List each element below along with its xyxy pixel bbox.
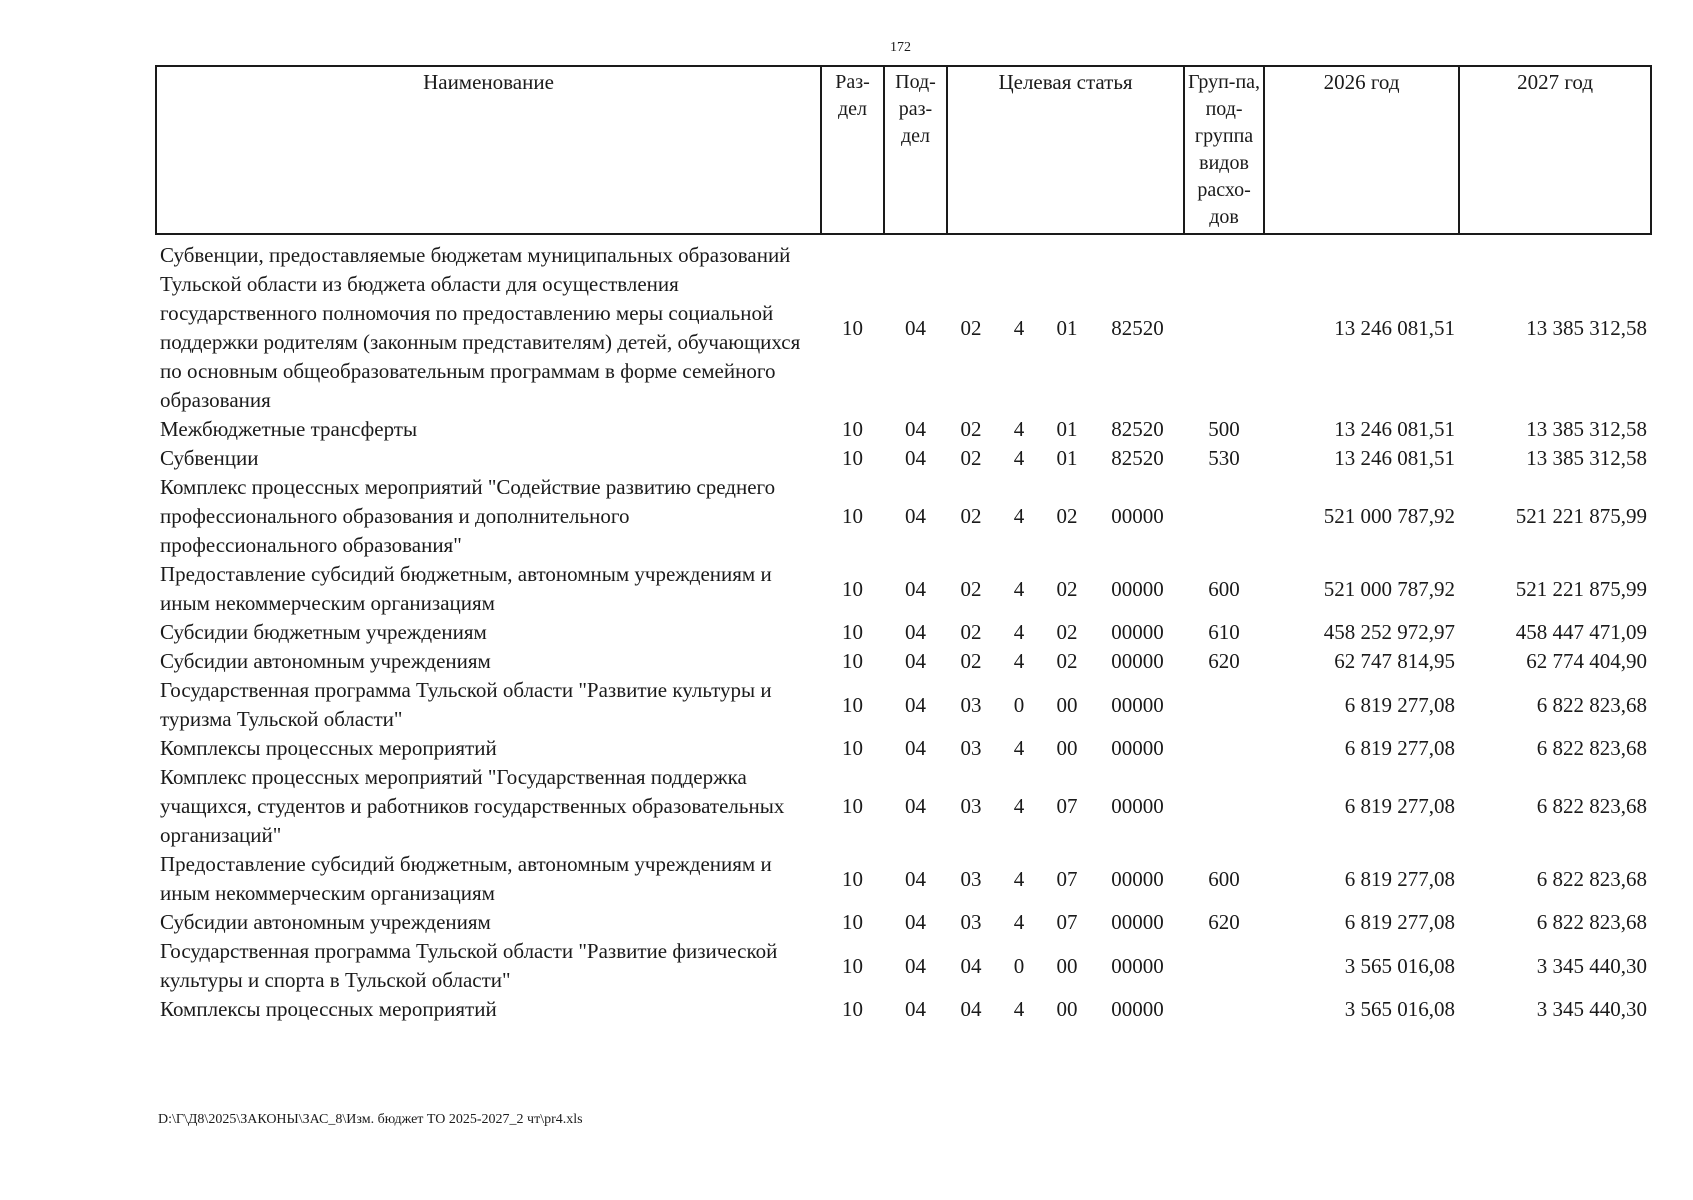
cell-target-program: 02 [960,649,982,673]
table-row [156,937,1651,995]
cell-name: Субсидии автономным учреждениям [160,910,491,934]
cell-razdel: 10 [842,417,863,441]
cell-amount-2027: 6 822 823,68 [1536,692,1648,717]
cell-razdel: 10 [842,576,863,601]
cell-amount-2026: 3 565 016,08 [1344,997,1456,1021]
cell-amount-2027: 3 345 440,30 [1536,953,1648,978]
cell-target-direction: 82520 [1111,315,1164,340]
header-razdel: Раз-дел [821,66,884,234]
cell-target-complex: 00 [1056,997,1078,1021]
cell-amount-2027: 62 774 404,90 [1526,649,1648,673]
cell-target-direction: 00000 [1111,576,1164,601]
cell-podrazdel: 04 [905,504,926,528]
header-year-2027: 2027 год [1459,66,1651,234]
header-name: Наименование [156,66,821,234]
cell-name: Субсидии бюджетным учреждениям [160,620,487,644]
cell-target-type: 4 [1013,504,1025,528]
cell-podrazdel: 04 [905,866,926,891]
cell-amount-2026: 6 819 277,08 [1344,794,1456,818]
cell-target-program: 04 [960,953,982,978]
cell-amount-2026: 521 000 787,92 [1323,504,1456,528]
cell-amount-2026: 6 819 277,08 [1344,692,1456,717]
cell-target-program: 02 [960,620,982,644]
cell-razdel: 10 [842,620,863,644]
cell-expense-group: 600 [1208,576,1240,601]
cell-amount-2026: 62 747 814,95 [1334,649,1456,673]
budget-table [155,65,1652,1024]
cell-target-direction: 00000 [1111,953,1164,978]
table-row [156,647,1651,676]
cell-target-direction: 00000 [1111,910,1164,934]
cell-expense-group [1184,995,1264,1024]
cell-podrazdel: 04 [905,692,926,717]
cell-target-direction: 00000 [1111,620,1164,644]
cell-amount-2026: 13 246 081,51 [1334,417,1456,441]
cell-target-program: 03 [960,866,982,891]
cell-target-complex: 02 [1056,576,1078,601]
cell-expense-group [1184,676,1264,734]
cell-target-direction: 00000 [1111,649,1164,673]
cell-razdel: 10 [842,315,863,340]
cell-razdel: 10 [842,953,863,978]
cell-razdel: 10 [842,649,863,673]
budget-table-container [155,65,1650,1024]
cell-razdel: 10 [842,997,863,1021]
cell-expense-group: 500 [1208,417,1240,441]
cell-target-complex: 01 [1056,417,1078,441]
cell-target-direction: 00000 [1111,692,1164,717]
table-row [156,618,1651,647]
page-number: 172 [890,40,911,55]
cell-target-complex: 00 [1056,953,1078,978]
table-row [156,415,1651,444]
cell-target-direction: 00000 [1111,866,1164,891]
cell-target-program: 02 [960,504,982,528]
table-row [156,444,1651,473]
cell-target-program: 02 [960,576,982,601]
cell-name: Предоставление субсидий бюджетным, автономным учреждениям и иным некоммерческим организациям [160,562,772,615]
cell-amount-2027: 13 385 312,58 [1526,315,1648,340]
cell-target-direction: 00000 [1111,736,1164,760]
cell-target-program: 04 [960,997,982,1021]
cell-target-complex: 01 [1056,446,1078,470]
cell-target-type: 4 [1013,997,1025,1021]
cell-target-complex: 07 [1056,910,1078,934]
cell-podrazdel: 04 [905,417,926,441]
cell-razdel: 10 [842,692,863,717]
cell-amount-2026: 521 000 787,92 [1323,576,1456,601]
cell-target-program: 02 [960,446,982,470]
cell-target-type: 0 [1013,953,1025,978]
table-row [156,560,1651,618]
cell-target-complex: 02 [1056,649,1078,673]
table-row [156,234,1651,415]
cell-target-direction: 00000 [1111,794,1164,818]
cell-target-complex: 02 [1056,620,1078,644]
header-target: Целевая статья [947,66,1184,234]
table-header [156,66,1651,234]
cell-amount-2026: 13 246 081,51 [1334,446,1456,470]
table-row [156,473,1651,560]
cell-name: Государственная программа Тульской области "Развитие культуры и туризма Тульской области" [160,678,772,731]
cell-name: Предоставление субсидий бюджетным, автономным учреждениям и иным некоммерческим организациям [160,852,772,905]
cell-target-type: 4 [1013,315,1025,340]
cell-expense-group [1184,473,1264,560]
cell-podrazdel: 04 [905,794,926,818]
cell-target-type: 4 [1013,446,1025,470]
table-row [156,734,1651,763]
cell-expense-group [1184,937,1264,995]
cell-target-type: 4 [1013,417,1025,441]
cell-podrazdel: 04 [905,736,926,760]
cell-name: Субвенции, предоставляемые бюджетам муниципальных образований Тульской области из бюджета области для осуществления государственного полномочия по предоставлению меры социальной поддержки родителям (законным представителям) детей, обучающихся по основным общеобразовательным программам в форме семейного образования [160,243,801,412]
cell-razdel: 10 [842,910,863,934]
cell-amount-2027: 13 385 312,58 [1526,446,1648,470]
cell-podrazdel: 04 [905,446,926,470]
cell-target-type: 4 [1013,620,1025,644]
cell-name: Комплекс процессных мероприятий "Содействие развитию среднего профессионального образования и дополнительного профессионального образования" [160,475,776,557]
footer-file-path: D:\Г\Д8\2025\ЗАКОНЫ\ЗАС_8\Изм. бюджет ТО 2025-2027_2 чт\pr4.xls [158,1112,583,1127]
cell-name: Государственная программа Тульской области "Развитие физической культуры и спорта в Тульской области" [160,939,778,992]
cell-name: Межбюджетные трансферты [160,417,418,441]
cell-expense-group: 620 [1208,910,1240,934]
cell-expense-group: 620 [1208,649,1240,673]
cell-target-complex: 00 [1056,692,1078,717]
cell-target-complex: 00 [1056,736,1078,760]
cell-target-direction: 82520 [1111,446,1164,470]
cell-amount-2027: 521 221 875,99 [1515,576,1648,601]
cell-podrazdel: 04 [905,953,926,978]
cell-amount-2026: 6 819 277,08 [1344,736,1456,760]
cell-target-type: 4 [1013,649,1025,673]
cell-name: Субсидии автономным учреждениям [160,649,491,673]
cell-podrazdel: 04 [905,910,926,934]
cell-target-program: 02 [960,315,982,340]
cell-expense-group [1184,234,1264,415]
cell-target-type: 4 [1013,576,1025,601]
cell-razdel: 10 [842,866,863,891]
cell-name: Комплекс процессных мероприятий "Государственная поддержка учащихся, студентов и работников государственных образовательных организаций" [160,765,785,847]
cell-razdel: 10 [842,736,863,760]
cell-expense-group: 610 [1208,620,1240,644]
cell-podrazdel: 04 [905,576,926,601]
cell-name: Комплексы процессных мероприятий [160,997,497,1021]
cell-target-program: 03 [960,692,982,717]
cell-expense-group [1184,763,1264,850]
cell-name: Субвенции [160,446,259,470]
cell-target-program: 03 [960,794,982,818]
cell-razdel: 10 [842,794,863,818]
cell-target-direction: 82520 [1111,417,1164,441]
cell-amount-2027: 6 822 823,68 [1536,736,1648,760]
cell-amount-2027: 3 345 440,30 [1536,997,1648,1021]
cell-target-type: 4 [1013,866,1025,891]
cell-target-type: 4 [1013,910,1025,934]
cell-podrazdel: 04 [905,620,926,644]
cell-expense-group: 600 [1208,866,1240,891]
cell-podrazdel: 04 [905,315,926,340]
table-row [156,850,1651,908]
cell-target-type: 4 [1013,736,1025,760]
cell-name: Комплексы процессных мероприятий [160,736,497,760]
cell-amount-2027: 458 447 471,09 [1515,620,1648,644]
header-year-2026: 2026 год [1264,66,1459,234]
table-row [156,908,1651,937]
cell-amount-2027: 521 221 875,99 [1515,504,1648,528]
cell-target-complex: 07 [1056,794,1078,818]
cell-target-program: 03 [960,910,982,934]
table-row [156,676,1651,734]
cell-podrazdel: 04 [905,997,926,1021]
table-row [156,995,1651,1024]
cell-amount-2027: 6 822 823,68 [1536,866,1648,891]
cell-amount-2026: 3 565 016,08 [1344,953,1456,978]
cell-amount-2026: 6 819 277,08 [1344,910,1456,934]
cell-razdel: 10 [842,504,863,528]
cell-expense-group: 530 [1208,446,1240,470]
cell-amount-2026: 6 819 277,08 [1344,866,1456,891]
cell-podrazdel: 04 [905,649,926,673]
cell-razdel: 10 [842,446,863,470]
cell-target-complex: 07 [1056,866,1078,891]
cell-target-type: 4 [1013,794,1025,818]
cell-amount-2026: 458 252 972,97 [1323,620,1456,644]
cell-amount-2027: 13 385 312,58 [1526,417,1648,441]
table-row [156,763,1651,850]
cell-target-direction: 00000 [1111,504,1164,528]
cell-target-program: 02 [960,417,982,441]
cell-target-direction: 00000 [1111,997,1164,1021]
cell-amount-2027: 6 822 823,68 [1536,910,1648,934]
cell-target-type: 0 [1013,692,1025,717]
table-body [156,234,1651,1024]
cell-amount-2026: 13 246 081,51 [1334,315,1456,340]
header-group: Груп-па, под-группа видов расхо-дов [1184,66,1264,234]
header-podrazdel: Под-раз-дел [884,66,947,234]
cell-expense-group [1184,734,1264,763]
cell-amount-2027: 6 822 823,68 [1536,794,1648,818]
cell-target-complex: 01 [1056,315,1078,340]
cell-target-program: 03 [960,736,982,760]
cell-target-complex: 02 [1056,504,1078,528]
